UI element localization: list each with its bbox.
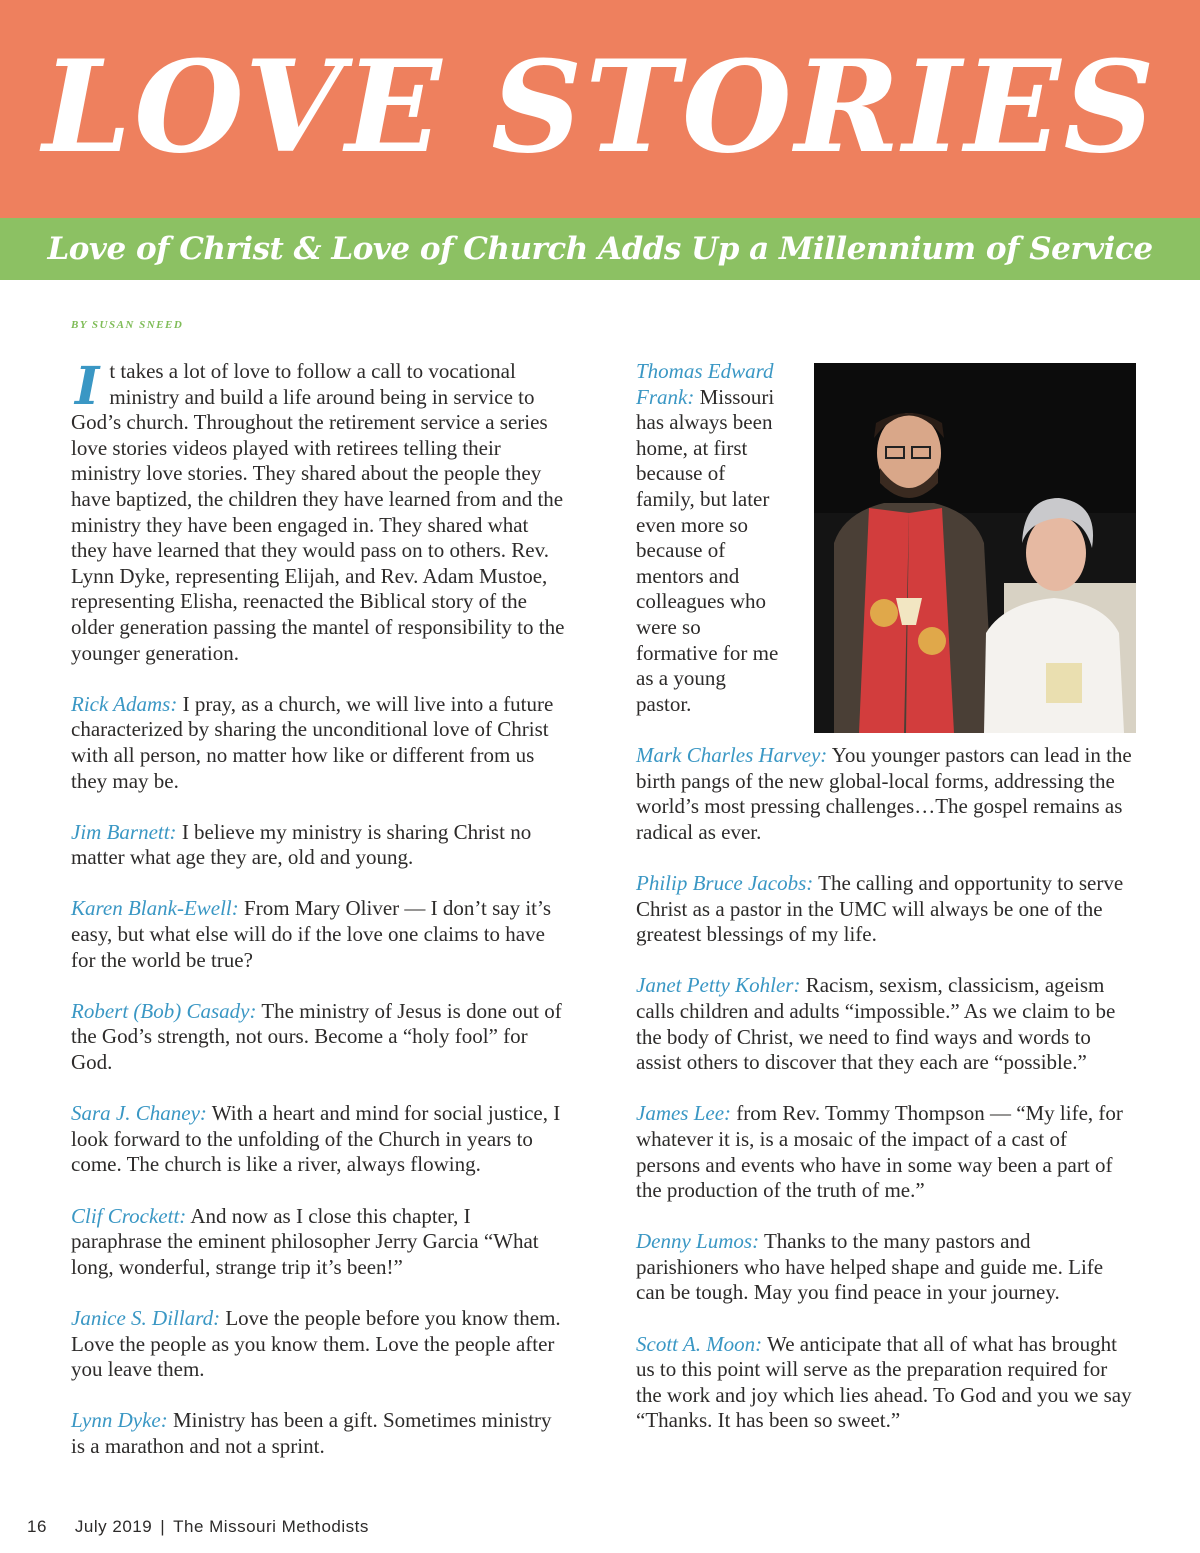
quote-text: Racism, sexism, classicism, ageism calls children and adults “impossible.” As we claim to be the body of Christ, we need to find ways and words to assist others to discover that they each are “possible.” xyxy=(636,973,1116,1075)
quote-text: From Mary Oliver — I don’t say it’s easy, but what else will do if the love one claims to have for the world be true? xyxy=(71,896,552,972)
intro-paragraph xyxy=(71,356,566,666)
quote-paragraph xyxy=(71,896,566,973)
quote-author: Janet Petty Kohler: xyxy=(636,973,801,998)
quote-text: from Rev. Tommy Thompson — “My life, for whatever it is, is a mosaic of the impact of a cast of persons and events who have in some way been a part of the production of the truth of me.” xyxy=(636,1101,1123,1203)
quote-text: Love the people before you know them. Love the people as you know them. Love the people after you leave them. xyxy=(71,1305,561,1382)
quote-author: James Lee: xyxy=(636,1101,732,1126)
quote-paragraph xyxy=(71,820,566,871)
publication-name: The Missouri Methodists xyxy=(173,1517,369,1536)
quote-author: Jim Barnett: xyxy=(71,819,177,844)
quote-text: We anticipate that all of what has brought us to this point will serve as the preparation required for the work and joy which lies ahead. To God and you we say “Thanks. It has been so sweet.” xyxy=(636,1331,1132,1433)
quote-paragraph xyxy=(71,1306,566,1383)
left-column xyxy=(71,356,566,1485)
quote-paragraph xyxy=(636,973,1136,1075)
quote-text: With a heart and mind for social justice, I look forward to the unfolding of the Church in years to come. The church is like a river, always flowing. xyxy=(71,1101,561,1177)
quote-author: Rick Adams: xyxy=(71,691,178,716)
issue-date: July 2019 xyxy=(74,1517,153,1536)
quote-text: The calling and opportunity to serve Christ as a pastor in the UMC will always be one of the greatest blessings of my life. xyxy=(636,870,1124,947)
quote-paragraph xyxy=(71,692,566,794)
quote-text: Thanks to the many pastors and parishioners who have helped shape and guide me. Life can be tough. May you find peace in your journey. xyxy=(636,1229,1104,1305)
article-subtitle: Love of Christ & Love of Church Adds Up a Millennium of Service xyxy=(47,231,1153,267)
drop-cap: I xyxy=(75,356,100,417)
byline: BY SUSAN SNEED xyxy=(71,319,184,331)
quote-author: Philip Bruce Jacobs: xyxy=(636,870,814,895)
quote-author: Karen Blank-Ewell: xyxy=(71,896,239,921)
footer-separator: | xyxy=(160,1517,166,1536)
quote-paragraph xyxy=(71,1204,566,1281)
page-number: 16 xyxy=(27,1517,47,1536)
quote-author: Lynn Dyke: xyxy=(71,1408,168,1433)
quote-author: Scott A. Moon: xyxy=(636,1331,763,1356)
quote-paragraph xyxy=(636,1229,1136,1306)
quote-paragraph xyxy=(71,999,566,1076)
quote-paragraph xyxy=(636,743,1136,845)
intro-text: t takes a lot of love to follow a call to vocational ministry and build a life around being in service to God’s church. Throughout the retirement service a series love stories videos played with retirees telling their ministry love stories. They shared about the people they have baptized, the children they have learned from and the ministry they have been engaged in. They shared what they have learned that they would pass on to others. Rev. Lynn Dyke, representing Elijah, and Rev. Adam Mustoe, representing Elisha, reenacted the Biblical story of the older generation passing the mantel of responsibility to the younger generation. xyxy=(71,359,565,665)
quote-author: Robert (Bob) Casady: xyxy=(71,998,257,1023)
quote-author: Denny Lumos: xyxy=(636,1229,760,1254)
quote-paragraph xyxy=(636,1332,1136,1434)
quote-paragraph xyxy=(636,1101,1136,1203)
quote-text: I pray, as a church, we will live into a future characterized by sharing the unconditional love of Christ with all person, no matter how like or different from us they may be. xyxy=(71,691,554,793)
quote-author: Mark Charles Harvey: xyxy=(636,743,828,767)
quote-text: Missouri has always been home, at first because of family, but later even more so because of mentors and colleagues who were so formative for me as a young pastor. xyxy=(636,384,779,716)
quote-text: The ministry of Jesus is done out of the God’s strength, not ours. Become a “holy fool” for God. xyxy=(71,998,562,1075)
quote-paragraph xyxy=(71,1408,566,1459)
page-footer xyxy=(27,1517,397,1537)
page-title: LOVE STORIES xyxy=(42,33,1158,181)
quote-author: Janice S. Dillard: xyxy=(71,1305,221,1330)
quote-author: Thomas Edward Frank: xyxy=(636,359,774,409)
quote-text: I believe my ministry is sharing Christ no matter what age they are, old and young. xyxy=(71,819,532,870)
right-column xyxy=(636,359,1136,1460)
quote-author: Sara J. Chaney: xyxy=(71,1101,207,1126)
quote-text: You younger pastors can lead in the birth pangs of the new global-local forms, addressing the world’s most pressing challenges…The gospel remains as radical as ever. xyxy=(636,743,1132,844)
quote-text: Ministry has been a gift. Sometimes ministry is a marathon and not a sprint. xyxy=(71,1408,552,1458)
quote-text: And now as I close this chapter, I paraphrase the eminent philosopher Jerry Garcia “What long, wonderful, strange trip it’s been!” xyxy=(71,1203,539,1279)
quote-paragraph xyxy=(71,1101,566,1178)
quote-paragraph xyxy=(636,871,1136,948)
retirees-photo xyxy=(814,363,1136,733)
quote-paragraph xyxy=(636,359,786,717)
quote-author: Clif Crockett: xyxy=(71,1203,187,1228)
